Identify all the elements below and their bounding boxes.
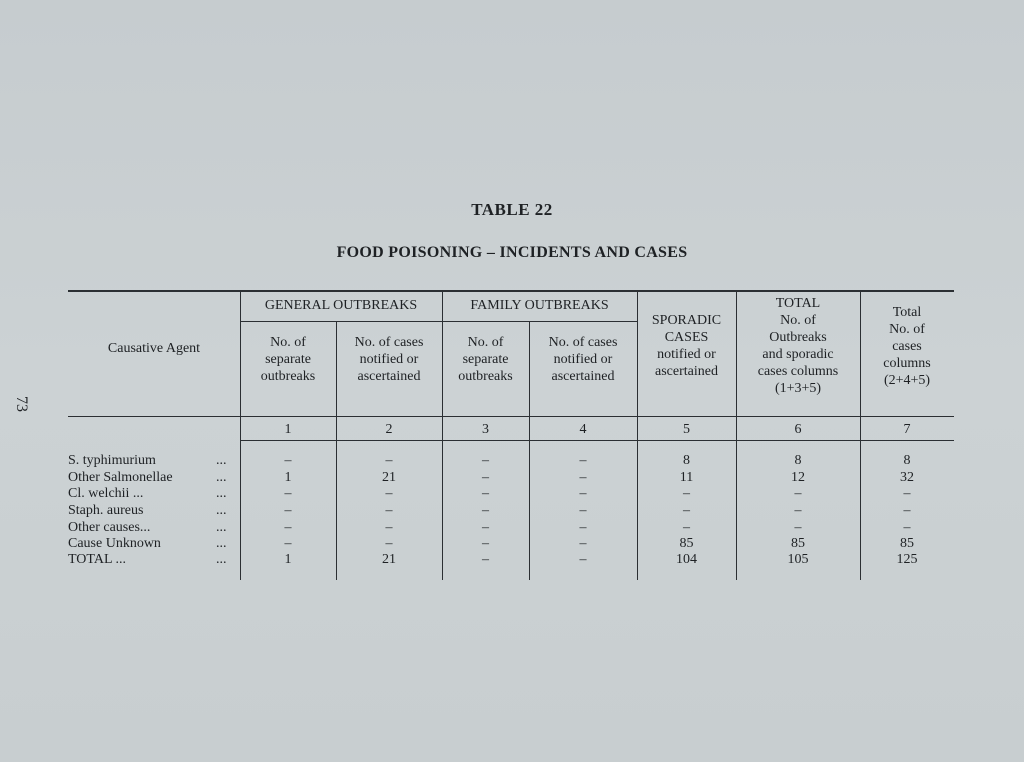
causative-agent-label: TOTAL ... bbox=[68, 552, 126, 567]
header-col3: No. of separate outbreaks bbox=[458, 335, 513, 384]
table-cell: 85 bbox=[679, 536, 694, 551]
table-cell: 8 bbox=[683, 453, 690, 468]
leader-dots: ... bbox=[216, 552, 227, 567]
table-cell: – bbox=[683, 520, 690, 535]
table-row-agent bbox=[68, 536, 238, 552]
table-cell: – bbox=[683, 486, 690, 501]
leader-dots: ... bbox=[216, 453, 227, 468]
header-general-outbreaks: GENERAL OUTBREAKS bbox=[264, 298, 418, 313]
causative-agent-label: Other Salmonellae bbox=[68, 470, 173, 485]
table-cell: – bbox=[579, 520, 587, 535]
causative-agent-label: Other causes... bbox=[68, 520, 151, 535]
column-number-3: 3 bbox=[482, 422, 489, 437]
page-number: 73 bbox=[13, 396, 30, 412]
table-cell: – bbox=[579, 536, 587, 551]
table-cell: – bbox=[284, 486, 292, 501]
table-row-agent bbox=[68, 470, 238, 486]
header-col6-total-outbreaks: TOTAL No. of Outbreaks and sporadic cases columns (1+3+5) bbox=[757, 296, 839, 396]
table-cell: – bbox=[579, 453, 587, 468]
table-cell: 85 bbox=[791, 536, 805, 551]
table-cell: – bbox=[482, 536, 489, 551]
header-col5-sporadic: SPORADIC CASES notified or ascertained bbox=[651, 313, 722, 379]
table-cell: 1 bbox=[284, 470, 292, 485]
table-cell: – bbox=[482, 486, 489, 501]
table-cell: – bbox=[683, 503, 690, 518]
causative-agent-label: Staph. aureus bbox=[68, 503, 144, 518]
header-col4: No. of cases notified or ascertained bbox=[548, 335, 618, 384]
header-family-outbreaks: FAMILY OUTBREAKS bbox=[470, 298, 609, 313]
table-cell: – bbox=[579, 503, 587, 518]
rule-group-headers bbox=[240, 321, 637, 322]
table-cell: 32 bbox=[900, 470, 914, 485]
table-cell: – bbox=[794, 486, 802, 501]
table-row-agent bbox=[68, 520, 238, 536]
leader-dots: ... bbox=[216, 503, 227, 518]
leader-dots: ... bbox=[216, 486, 227, 501]
column-number-2: 2 bbox=[385, 422, 393, 437]
table-cell: – bbox=[482, 503, 489, 518]
table-cell: – bbox=[284, 536, 292, 551]
causative-agent-label: Cause Unknown bbox=[68, 536, 161, 551]
table-row-agent bbox=[68, 552, 238, 568]
table-cell: – bbox=[284, 453, 292, 468]
header-col7-total-cases: Total No. of cases columns (2+4+5) bbox=[883, 305, 931, 388]
leader-dots: ... bbox=[216, 536, 227, 551]
table-cell: – bbox=[482, 552, 489, 567]
rule-header-bottom bbox=[68, 416, 954, 417]
table-cell: – bbox=[482, 453, 489, 468]
column-number-6: 6 bbox=[794, 422, 802, 437]
table-cell: – bbox=[579, 470, 587, 485]
table-cell: 105 bbox=[787, 552, 809, 567]
table-cell: – bbox=[482, 520, 489, 535]
table-cell: – bbox=[284, 503, 292, 518]
table-cell: – bbox=[794, 520, 802, 535]
table-cell: 12 bbox=[791, 470, 805, 485]
leader-dots: ... bbox=[216, 470, 227, 485]
header-col2: No. of cases notified or ascertained bbox=[354, 335, 424, 384]
leader-dots: ... bbox=[216, 520, 227, 535]
table-cell: 104 bbox=[676, 552, 697, 567]
table-subtitle: FOOD POISONING – INCIDENTS AND CASES bbox=[336, 244, 688, 261]
table-cell: – bbox=[903, 503, 911, 518]
table-row-agent bbox=[68, 503, 238, 519]
table-row-agent bbox=[68, 486, 238, 502]
causative-agent-label: Cl. welchii ... bbox=[68, 486, 144, 501]
column-number-5: 5 bbox=[683, 422, 690, 437]
table-cell: 8 bbox=[903, 453, 911, 468]
column-number-1: 1 bbox=[284, 422, 292, 437]
table-cell: 21 bbox=[382, 552, 396, 567]
rule-top bbox=[68, 290, 954, 292]
table-cell: – bbox=[903, 486, 911, 501]
table-cell: – bbox=[385, 520, 393, 535]
table-cell: 1 bbox=[284, 552, 292, 567]
header-causative-agent: Causative Agent bbox=[107, 341, 201, 356]
table-cell: – bbox=[794, 503, 802, 518]
table-cell: 21 bbox=[382, 470, 396, 485]
table-cell: – bbox=[284, 520, 292, 535]
table-cell: – bbox=[579, 486, 587, 501]
table-cell: – bbox=[903, 520, 911, 535]
rule-numbers-bottom bbox=[240, 440, 954, 441]
table-cell: – bbox=[579, 552, 587, 567]
table-title: TABLE 22 bbox=[471, 200, 553, 219]
table-cell: – bbox=[482, 470, 489, 485]
header-col1: No. of separate outbreaks bbox=[260, 335, 316, 384]
table-cell: – bbox=[385, 486, 393, 501]
table-cell: 85 bbox=[900, 536, 914, 551]
causative-agent-label: S. typhimurium bbox=[68, 453, 156, 468]
table-cell: – bbox=[385, 453, 393, 468]
column-number-4: 4 bbox=[579, 422, 587, 437]
table-cell: 8 bbox=[794, 453, 802, 468]
table-cell: – bbox=[385, 503, 393, 518]
table-cell: 11 bbox=[679, 470, 694, 485]
column-number-7: 7 bbox=[903, 422, 911, 437]
table-cell: – bbox=[385, 536, 393, 551]
table-cell: 125 bbox=[896, 552, 918, 567]
table-row-agent bbox=[68, 453, 238, 469]
